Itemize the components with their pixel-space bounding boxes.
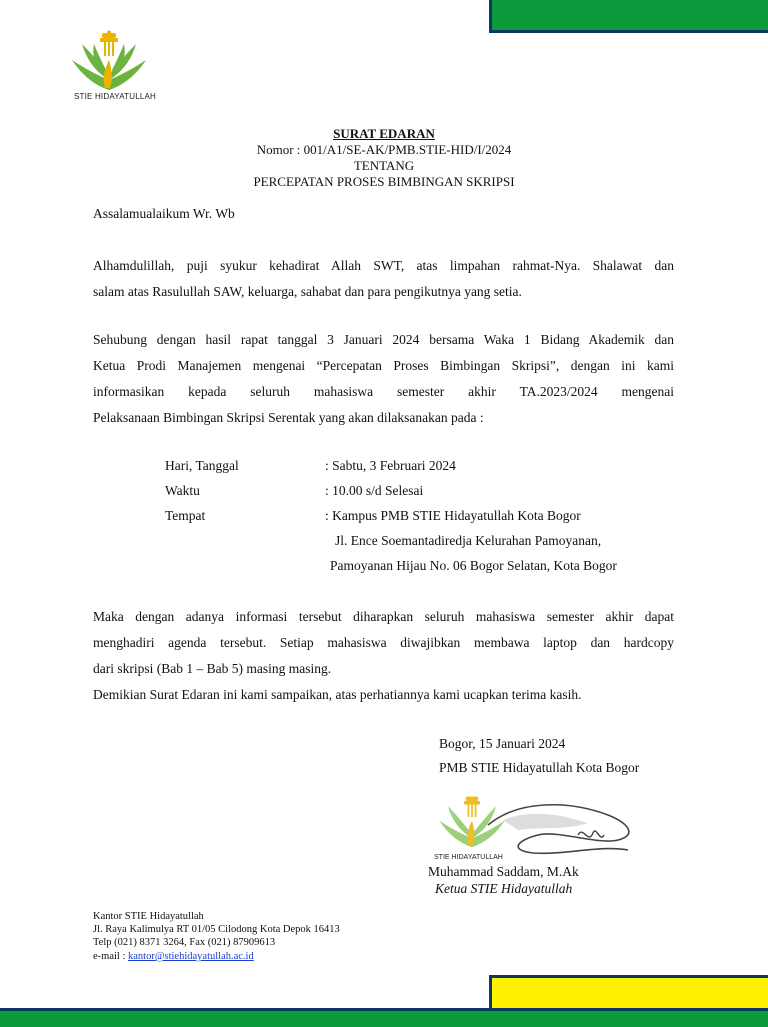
footer-office: Kantor STIE Hidayatullah bbox=[93, 911, 204, 922]
logo-text: STIE HIDAYATULLAH bbox=[73, 92, 157, 101]
place-date: Bogor, 15 Januari 2024 bbox=[439, 736, 566, 751]
handwritten-signature bbox=[478, 795, 648, 865]
header-accent-bar bbox=[489, 0, 768, 33]
signer-name: Muhammad Saddam, M.Ak bbox=[428, 864, 579, 879]
footer-phone: Telp (021) 8371 3264, Fax (021) 87909613 bbox=[93, 937, 276, 948]
detail-label-place: Tempat bbox=[165, 508, 206, 523]
email-label: e-mail : bbox=[93, 951, 128, 962]
stamp-text: STIE HIDAYATULLAH bbox=[434, 854, 503, 861]
address-line: Pamoyanan Hijau No. 06 Bogor Selatan, Kota Bogor bbox=[330, 558, 617, 573]
para3-line: menghadiri agenda tersebut. Setiap mahasiswa diwajibkan membawa laptop dan hardcopy bbox=[93, 635, 674, 650]
document-number: Nomor : 001/A1/SE-AK/PMB.STIE-HID/I/2024 bbox=[256, 142, 512, 157]
footer-green-strip bbox=[0, 1008, 768, 1027]
detail-value-place: : Kampus PMB STIE Hidayatullah Kota Bogor bbox=[325, 508, 581, 523]
address-line: Jl. Ence Soemantadiredja Kelurahan Pamoyanan, bbox=[335, 533, 602, 548]
document-subject: PERCEPATAN PROSES BIMBINGAN SKRIPSI bbox=[253, 174, 515, 189]
detail-label-date: Hari, Tanggal bbox=[165, 458, 239, 473]
para2-line: Sehubung dengan hasil rapat tanggal 3 Januari 2024 bersama Waka 1 Bidang Akademik dan bbox=[93, 332, 674, 347]
institution-logo bbox=[64, 30, 154, 100]
footer-email-row bbox=[93, 950, 254, 963]
detail-label-time: Waktu bbox=[165, 483, 200, 498]
document-title: SURAT EDARAN bbox=[333, 126, 435, 141]
email-link[interactable]: kantor@stiehidayatullah.ac.id bbox=[128, 951, 254, 962]
detail-value-time: : 10.00 s/d Selesai bbox=[325, 483, 424, 498]
footer-accent-bar bbox=[489, 975, 768, 1011]
para2-line: Ketua Prodi Manajemen mengenai “Percepatan Proses Bimbingan Skripsi”, dengan ini kami bbox=[93, 358, 674, 373]
signer-role: Ketua STIE Hidayatullah bbox=[435, 881, 573, 896]
para3-line: Maka dengan adanya informasi tersebut diharapkan seluruh mahasiswa semester akhir dapat bbox=[93, 609, 674, 624]
greeting: Assalamualaikum Wr. Wb bbox=[93, 206, 235, 221]
detail-value-date: : Sabtu, 3 Februari 2024 bbox=[325, 458, 456, 473]
closing-line: Demikian Surat Edaran ini kami sampaikan, atas perhatiannya kami ucapkan terima kasih. bbox=[93, 687, 582, 702]
para1-line: salam atas Rasulullah SAW, keluarga, sahabat dan para pengikutnya yang setia. bbox=[93, 284, 522, 299]
signing-org: PMB STIE Hidayatullah Kota Bogor bbox=[439, 760, 640, 775]
para1-line: Alhamdulillah, puji syukur kehadirat Allah SWT, atas limpahan rahmat-Nya. Shalawat dan bbox=[93, 258, 674, 273]
para3-line: dari skripsi (Bab 1 – Bab 5) masing masing. bbox=[93, 661, 332, 676]
footer-address: Jl. Raya Kalimulya RT 01/05 Cilodong Kota Depok 16413 bbox=[93, 924, 340, 935]
para2-line: Pelaksanaan Bimbingan Skripsi Serentak yang akan dilaksanakan pada : bbox=[93, 410, 484, 425]
para2-line: informasikan kepada seluruh mahasiswa semester akhir TA.2023/2024 mengenai bbox=[93, 384, 674, 399]
about-label: TENTANG bbox=[353, 158, 415, 173]
